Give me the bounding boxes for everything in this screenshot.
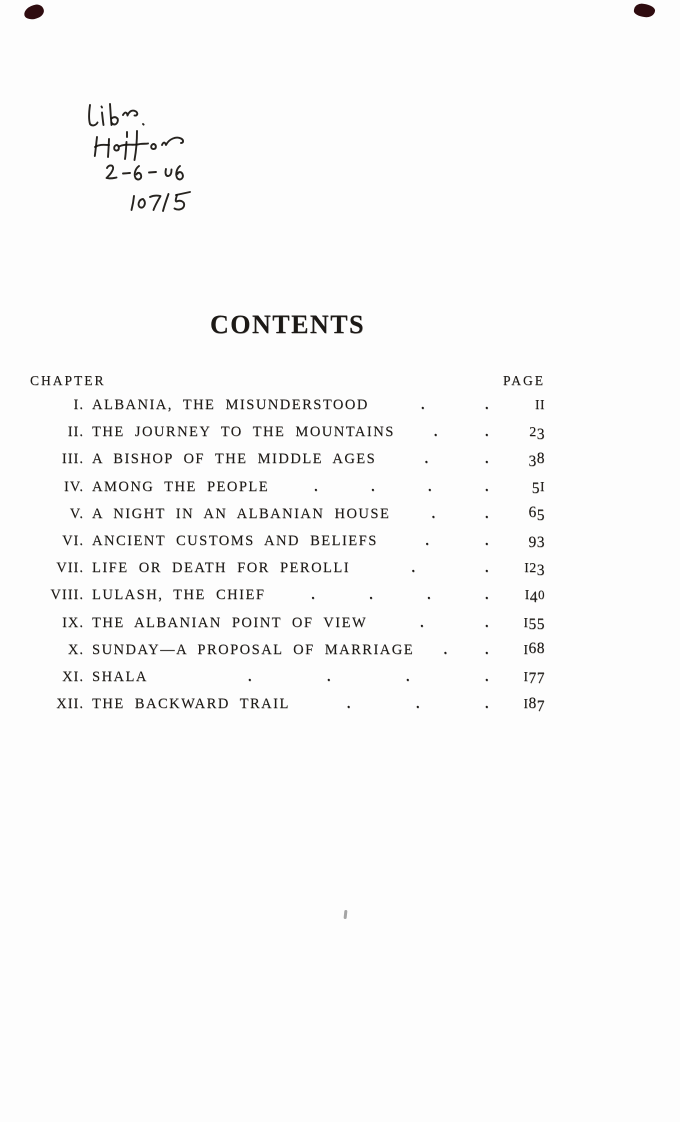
toc-row [30, 418, 545, 445]
chapter-numeral: II. [67, 424, 84, 441]
chapter-numeral: III. [61, 451, 84, 468]
page-digit: 7 [536, 697, 545, 715]
page-digit: 8 [536, 640, 545, 658]
toc-row [30, 445, 545, 472]
table-of-contents [30, 391, 545, 717]
page-digit: 5 [528, 616, 537, 633]
page-digit: 0 [538, 587, 545, 603]
page-digit: 5 [531, 480, 540, 498]
leader-dot: . [425, 533, 431, 549]
leader-dot: . [311, 588, 317, 604]
dot-leader [390, 501, 497, 528]
leader-dot: . [431, 506, 437, 522]
page-digit: I [535, 397, 540, 412]
toc-row [30, 473, 545, 500]
page-number [497, 527, 545, 554]
dot-leader [148, 664, 497, 691]
page-number [497, 690, 545, 717]
leader-dot: . [485, 533, 490, 549]
leader-dot: . [433, 425, 439, 441]
leader-dot: . [371, 479, 377, 495]
dot-leader [290, 691, 497, 718]
stray-ink-mark [344, 910, 348, 919]
handwritten-bookseller-note [70, 95, 210, 220]
leader-dot: . [485, 506, 490, 522]
page-digit: 3 [528, 452, 537, 470]
chapter-title: SHALA [92, 668, 148, 685]
dot-leader [265, 582, 497, 609]
chapter-title: THE BACKWARD TRAIL [92, 696, 290, 713]
page-digit: 3 [536, 561, 545, 579]
toc-row [30, 609, 545, 636]
toc-row [30, 636, 545, 663]
handwriting-line-date [107, 165, 183, 179]
toc-row [30, 391, 545, 418]
chapter-column-header: CHAPTER [30, 373, 106, 388]
dot-leader [414, 637, 497, 664]
page-digit: I [523, 696, 529, 712]
leader-dot: . [420, 615, 426, 631]
leader-dot: . [485, 615, 490, 631]
page-number [497, 473, 545, 500]
page-number [497, 500, 545, 527]
page-digit: 9 [528, 534, 537, 552]
chapter-title: AMONG THE PEOPLE [92, 478, 270, 495]
toc-header [30, 373, 545, 389]
page-digit: I [540, 397, 545, 412]
chapter-numeral: XII. [56, 696, 84, 713]
leader-dot: . [427, 588, 433, 604]
toc-row [30, 554, 545, 581]
page-number [497, 554, 545, 582]
chapter-title: A BISHOP OF THE MIDDLE AGES [92, 451, 377, 468]
chapter-title: THE JOURNEY TO THE MOUNTAINS [92, 424, 395, 441]
chapter-title: THE ALBANIAN POINT OF VIEW [92, 614, 368, 631]
page-digit: 7 [536, 670, 545, 688]
chapter-numeral: IX. [62, 614, 84, 631]
leader-dot: . [485, 697, 490, 713]
page-digit: 2 [529, 561, 537, 577]
leader-dot: . [406, 669, 411, 685]
chapter-numeral: VII. [56, 560, 84, 577]
page-number [497, 636, 545, 663]
dot-leader [350, 555, 497, 582]
page-number [497, 418, 545, 446]
leader-dot: . [485, 425, 490, 441]
chapter-title: A NIGHT IN AN ALBANIAN HOUSE [92, 505, 391, 522]
page-digit: I [523, 614, 529, 630]
leader-dot: . [428, 479, 434, 495]
scan-corner-artifact-right [633, 3, 655, 18]
page-digit: 8 [528, 694, 537, 712]
leader-dot: . [443, 642, 449, 658]
leader-dot: . [485, 642, 490, 658]
page-number [497, 391, 545, 418]
toc-row [30, 527, 545, 554]
page-column-header: PAGE [502, 373, 545, 388]
chapter-numeral: VIII. [50, 587, 84, 604]
toc-row [30, 690, 545, 717]
dot-leader [367, 610, 497, 637]
chapter-title: LIFE OR DEATH FOR PEROLLI [92, 560, 351, 577]
leader-dot: . [485, 452, 490, 468]
handwriting-line-heffer [95, 131, 183, 160]
leader-dot: . [415, 697, 421, 713]
page-digit: 5 [536, 507, 545, 525]
chapter-numeral: X. [67, 641, 84, 658]
page-number [497, 609, 545, 636]
page-digit: 3 [536, 534, 545, 552]
page-digit: 7 [528, 670, 537, 688]
leader-dot: . [346, 697, 352, 713]
leader-dot: . [411, 561, 417, 577]
leader-dot: . [485, 588, 490, 604]
dot-leader [369, 392, 497, 419]
leader-dot: . [420, 398, 426, 413]
dot-leader [376, 446, 497, 473]
leader-dot: . [485, 398, 490, 413]
toc-row [30, 663, 545, 690]
leader-dot: . [314, 479, 320, 495]
leader-dot: . [485, 561, 490, 577]
page-number [497, 581, 545, 608]
dot-leader [378, 528, 497, 555]
leader-dot: . [485, 669, 490, 685]
handwriting-line-libr [89, 104, 144, 125]
page-digit: I [523, 668, 529, 684]
leader-dot: . [424, 452, 430, 468]
chapter-numeral: VI. [62, 532, 84, 549]
chapter-title: ANCIENT CUSTOMS AND BELIEFS [92, 532, 378, 549]
page-digit: 5 [536, 616, 545, 633]
leader-dot: . [327, 669, 332, 685]
chapter-numeral: V. [69, 505, 84, 522]
toc-row [30, 581, 545, 608]
dot-leader [395, 419, 497, 446]
leader-dot: . [369, 588, 375, 604]
chapter-numeral: IV. [63, 478, 84, 495]
page-number [497, 663, 545, 690]
handwriting-line-number [132, 192, 191, 211]
page-digit: 2 [529, 425, 537, 441]
page-digit: I [524, 560, 530, 576]
leader-dot: . [485, 479, 490, 495]
page-digit: 4 [529, 588, 538, 606]
page-digit: I [523, 641, 529, 657]
chapter-title: ALBANIA, THE MISUNDERSTOOD [92, 397, 369, 413]
page-digit: I [540, 478, 545, 494]
chapter-title: LULASH, THE CHIEF [92, 587, 266, 604]
leader-dot: . [248, 669, 253, 685]
toc-row [30, 500, 545, 527]
dot-leader [269, 474, 497, 501]
page-digit: 6 [528, 504, 537, 522]
chapter-numeral: XI. [62, 668, 84, 685]
contents-title: CONTENTS [209, 310, 366, 339]
page-digit: I [524, 587, 530, 603]
page-digit: 8 [536, 449, 545, 467]
page-digit: 3 [536, 425, 545, 443]
chapter-numeral: I. [73, 397, 84, 413]
scan-corner-artifact-left [23, 3, 45, 20]
page-number [497, 445, 545, 472]
page-digit: 6 [528, 640, 537, 658]
chapter-title: SUNDAY—A PROPOSAL OF MARRIAGE [92, 641, 415, 658]
